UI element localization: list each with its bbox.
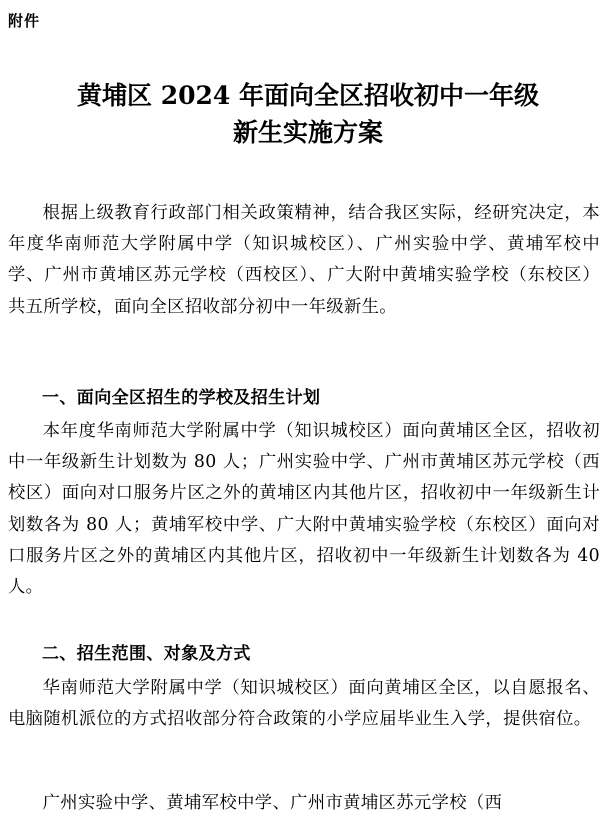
attachment-label: 附件	[8, 12, 41, 30]
section-2-paragraph-1: 华南师范大学附属中学（知识城校区）面向黄埔区全区，以自愿报名、电脑随机派位的方式招收部分符合政策的小学应届毕业生入学，提供宿位。	[8, 678, 600, 730]
section-1-paragraph: 本年度华南师范大学附属中学（知识城校区）面向黄埔区全区，招收初中一年级新生计划数为 80 人；广州实验中学、广州市黄埔区苏元学校（西校区）面向对口服务片区之外的黄埔区内其他片区，招收初中一年级新生计划数各为 80 人；黄埔军校中学、广大附中黄埔实验学校（东校区）面向对口服务片区之外的黄埔区内其他片区，招收初中一年级新生计划数各为 40 人。	[8, 421, 600, 598]
intro-paragraph: 根据上级教育行政部门相关政策精神，结合我区实际，经研究决定，本年度华南师范大学附属中学（知识城校区）、广州实验中学、黄埔军校中学、广州市黄埔区苏元学校（西校区）、广大附中黄埔实验学校（东校区）共五所学校，面向全区招收部分初中一年级新生。	[8, 203, 600, 317]
section-2-paragraph-2: 广州实验中学、黄埔军校中学、广州市黄埔区苏元学校（西	[42, 793, 503, 813]
section-1-heading: 一、面向全区招生的学校及招生计划	[42, 388, 321, 408]
document-title-line-1: 黄埔区 2024 年面向全区招收初中一年级	[77, 81, 539, 110]
section-2-heading: 二、招生范围、对象及方式	[42, 644, 251, 664]
document-title-line-2: 新生实施方案	[232, 118, 383, 147]
